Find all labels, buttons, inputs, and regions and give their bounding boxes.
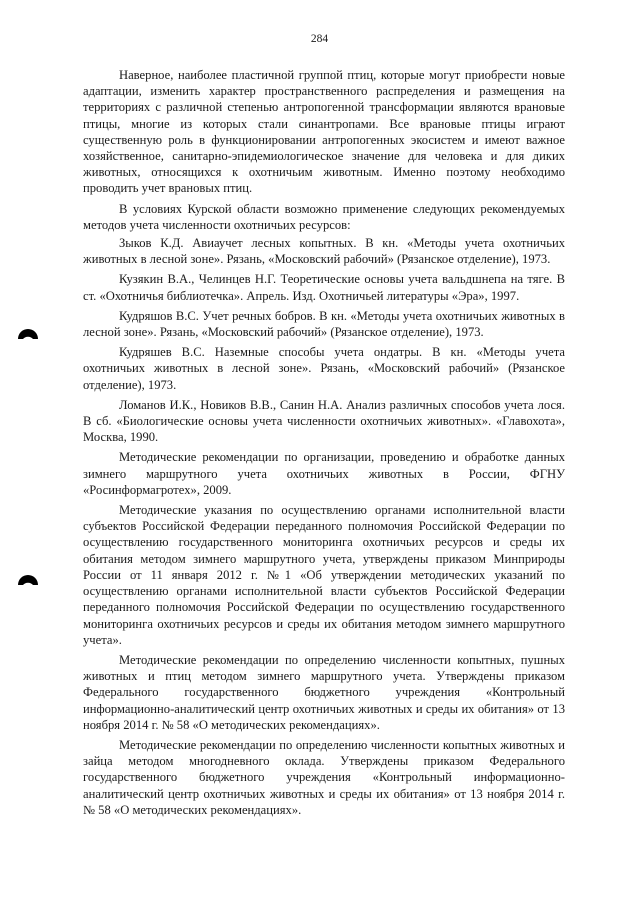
paragraph-intro: Наверное, наиболее пластичной группой птиц, которые могут приобрести новые адаптации, изменить характер пространственного распределения и размещения на территориях с различной степенью антропогенной трансформации являются врановые птицы, многие из которых стали синантропами. Все врановые птицы играют существенную роль в функционировании антропогенных экосистем и имеют важное хозяйственное, санитарно-эпидемиологическое значение для человека и для диких животных, относящихся к охотничьим животным. Именно поэтому необходимо проводить учет врановых птиц. [83, 68, 565, 196]
reference-item: Кудряшев В.С. Наземные способы учета ондатры. В кн. «Методы учета охотничьих животных в лесной зоне». Рязань, «Московский рабочий» (Рязанское отделение), 1973. [83, 345, 565, 392]
reference-item: Ломанов И.К., Новиков В.В., Санин Н.А. Анализ различных способов учета лося. В сб. «Биологические основы учета численности охотничьих животных». «Главохота», Москва, 1990. [83, 397, 565, 445]
reference-item: Методические рекомендации по организации, проведению и обработке данных зимнего маршрутного учета охотничьих животных в России, ФГНУ «Росинформагротех», 2009. [83, 450, 565, 497]
reference-item: Кудряшов В.С. Учет речных бобров. В кн. «Методы учета охотничьих животных в лесной зоне». Рязань, «Московский рабочий» (Рязанское отделение), 1973. [83, 308, 565, 340]
page-number: 284 [310, 33, 329, 45]
reference-item: Методические указания по осуществлению органами исполнительной власти субъектов Российской Федерации переданного полномочия Российской Федерации по осуществлению государственного мониторинга охотничьих ресурсов и среды их обитания методом зимнего маршрутного учета, утверждены приказом Минприроды России от 11 января 2012 г. №1 «Об утверждении методических указаний по осуществлению органами исполнительной власти субъектов Российской Федерации переданного полномочия Российской Федерации по осуществлению государственного мониторинга охотничьих ресурсов и среды их обитания методом зимнего маршрутного учета». [83, 503, 565, 647]
reference-item: Зыков К.Д. Авиаучет лесных копытных. В кн. «Методы учета охотничьих животных в лесной зоне». Рязань, «Московский рабочий» (Рязанское отделение), 1973. [83, 236, 565, 267]
binder-hole-mark-bottom [17, 564, 39, 586]
reference-item: Методические рекомендации по определению численности копытных животных и зайца методом многодневного оклада. Утверждены приказом Федерального государственного бюджетного учреждения «Контрольный информационно-аналитический центр охотничьих животных и среды их обитания» от 13 ноября 2014 г. № 58 «О методических рекомендациях». [83, 737, 565, 817]
binder-hole-mark-top [17, 318, 39, 340]
reference-item: Кузякин В.А., Челинцев Н.Г. Теоретические основы учета вальдшнепа на тяге. В ст. «Охотничья библиотечка». Апрель. Изд. Охотничьей литературы «Эра», 1997. [83, 272, 565, 303]
paragraph-methods-lead: В условиях Курской области возможно применение следующих рекомендуемых методов учета численности охотничьих ресурсов: [83, 201, 565, 232]
reference-item: Методические рекомендации по определению численности копытных, пушных животных и птиц методом зимнего маршрутного учета. Утверждены приказом Федерального государственного бюджетного учреждения «Контрольный информационно-аналитический центр охотничьих животных и среды их обитания» от 13 ноября 2014 г. № 58 «О методических рекомендациях». [83, 652, 565, 732]
page-body [83, 67, 565, 822]
